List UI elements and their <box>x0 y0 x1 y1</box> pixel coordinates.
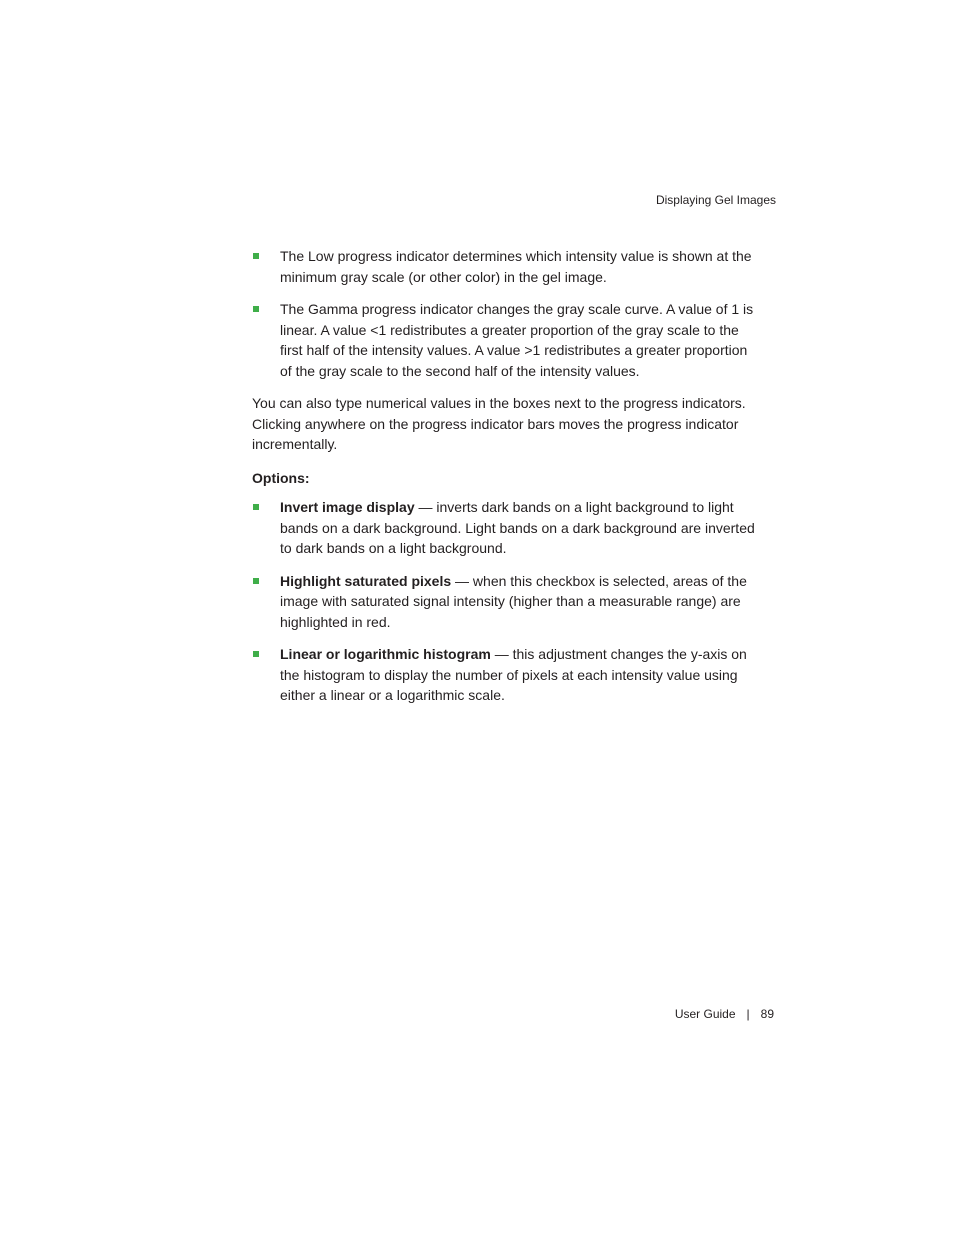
page-number: 89 <box>760 1007 774 1021</box>
bullet-square-icon <box>253 253 259 259</box>
option-description: — this adjustment changes the y-axis on the histogram to display the number of pixels at each intensity value using either a linear or a logarithmic scale. <box>280 646 747 703</box>
option-term: Linear or logarithmic histogram <box>280 646 491 662</box>
page-content <box>252 246 762 718</box>
option-term: Highlight saturated pixels <box>280 572 452 589</box>
footer-guide-label: User Guide <box>674 1007 736 1021</box>
bullet-square-icon <box>253 578 259 584</box>
running-header: Displaying Gel Images <box>655 193 776 207</box>
option-item <box>252 644 762 706</box>
option-item <box>252 571 762 633</box>
option-term: Invert image display <box>280 499 415 515</box>
footer-separator: | <box>746 1007 750 1021</box>
bullet-square-icon <box>253 651 259 657</box>
option-description: — inverts dark bands on a light background to light bands on a dark background. Light bands on a dark background are inverted to dark bands on a light background. <box>280 499 755 556</box>
bullet-square-icon <box>253 504 259 510</box>
option-description: — when this checkbox is selected, areas of the image with saturated signal intensity (higher than a measurable range) are highlighted in red. <box>280 572 747 630</box>
list-item <box>252 246 762 287</box>
bullet-square-icon <box>253 306 259 312</box>
option-item <box>252 497 762 559</box>
list-item <box>252 299 762 381</box>
list-item-text: The Low progress indicator determines which intensity value is shown at the minimum gray scale (or other color) in the gel image. <box>280 248 752 285</box>
options-heading: Options: <box>252 469 310 486</box>
list-item-text: The Gamma progress indicator changes the gray scale curve. A value of 1 is linear. A value <1 redistributes a greater proportion of the gray scale to the first half of the intensity values. A value >1 redistributes a greater proportion of the gray scale to the second half of the intensity values. <box>280 301 754 379</box>
body-paragraph: You can also type numerical values in the boxes next to the progress indicators. Clicking anywhere on the progress indicator bars moves the progress indicator incrementally. <box>252 395 746 452</box>
page-footer <box>675 1006 774 1022</box>
